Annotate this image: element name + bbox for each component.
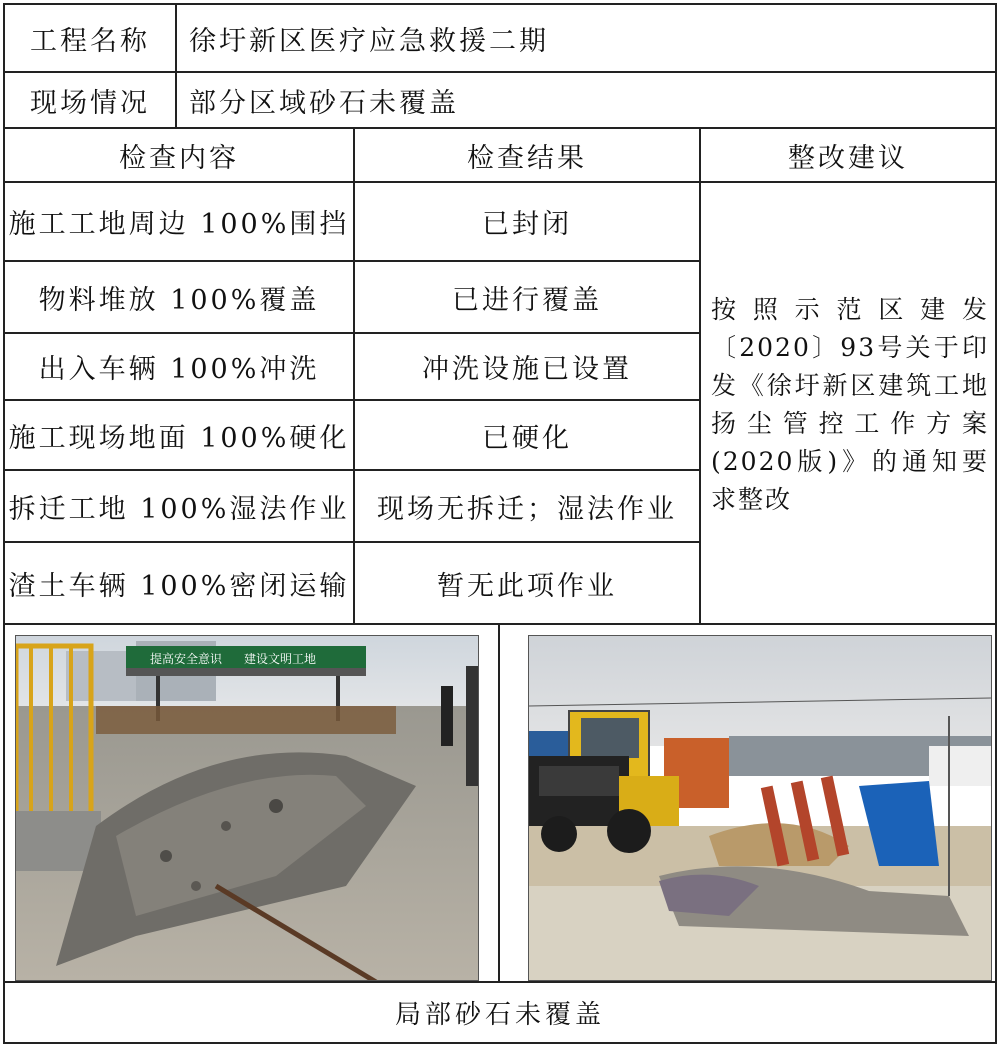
check-result: 已进行覆盖 xyxy=(452,284,602,316)
site-situation-row xyxy=(5,73,995,129)
check-result: 暂无此项作业 xyxy=(437,570,617,602)
check-result-cell xyxy=(355,471,701,541)
col-header-suggestion-text: 整改建议 xyxy=(788,142,908,174)
project-name-label-cell xyxy=(5,5,177,71)
site-situation-value-cell xyxy=(177,73,995,127)
photo-caption: 局部砂石未覆盖 xyxy=(394,1000,605,1030)
check-item-cell xyxy=(5,183,355,260)
project-name-value-cell xyxy=(177,5,995,71)
gravel-photo-illustration xyxy=(16,636,479,981)
site-photo-loader xyxy=(528,635,992,981)
check-item-cell xyxy=(5,543,355,623)
site-situation-label-cell xyxy=(5,73,177,127)
check-item: 拆迁工地 100%湿法作业 xyxy=(8,493,350,525)
check-result: 冲洗设施已设置 xyxy=(422,354,632,385)
check-item-cell xyxy=(5,334,355,399)
check-result-cell xyxy=(355,543,701,623)
check-result-cell xyxy=(355,334,701,399)
check-item: 出入车辆 100%冲洗 xyxy=(38,354,320,385)
check-item: 物料堆放 100%覆盖 xyxy=(38,284,320,316)
check-result: 已封闭 xyxy=(482,209,572,240)
check-item-cell xyxy=(5,262,355,332)
project-name-value: 徐圩新区医疗应急救援二期 xyxy=(189,25,549,57)
table-row xyxy=(5,401,701,471)
check-result-cell xyxy=(355,401,701,469)
loader-photo-illustration xyxy=(529,636,992,981)
site-situation-value: 部分区域砂石未覆盖 xyxy=(189,87,459,119)
project-name-row xyxy=(5,5,995,73)
check-item: 施工现场地面 100%硬化 xyxy=(8,422,350,454)
site-photo-gravel xyxy=(15,635,479,981)
col-header-result xyxy=(355,129,701,181)
check-result-cell xyxy=(355,262,701,332)
banner-text-2: 建设文明工地 xyxy=(244,652,317,666)
banner-text-1: 提高安全意识 xyxy=(150,652,223,666)
project-name-label: 工程名称 xyxy=(30,25,150,57)
table-row xyxy=(5,471,701,543)
col-header-content xyxy=(5,129,355,181)
col-header-result-text: 检查结果 xyxy=(467,142,587,174)
table-row xyxy=(5,262,701,334)
col-header-content-text: 检查内容 xyxy=(119,142,239,174)
check-result-cell xyxy=(355,183,701,260)
check-item-cell xyxy=(5,401,355,469)
inspection-form xyxy=(3,3,997,1044)
check-result: 现场无拆迁；湿法作业 xyxy=(377,493,677,525)
check-result: 已硬化 xyxy=(482,422,572,454)
table-row xyxy=(5,334,701,401)
table-row xyxy=(5,183,701,262)
col-header-suggestion xyxy=(701,129,995,181)
site-situation-label: 现场情况 xyxy=(30,87,150,119)
check-item-cell xyxy=(5,471,355,541)
check-item: 施工工地周边 100%围挡 xyxy=(8,209,350,240)
rectification-suggestion: 按照示范区建发〔2020〕93号关于印发《徐圩新区建筑工地扬尘管控工作方案(2020版)》的通知要求整改 xyxy=(711,295,989,514)
table-header-row xyxy=(5,129,995,183)
check-item: 渣土车辆 100%密闭运输 xyxy=(8,570,350,602)
